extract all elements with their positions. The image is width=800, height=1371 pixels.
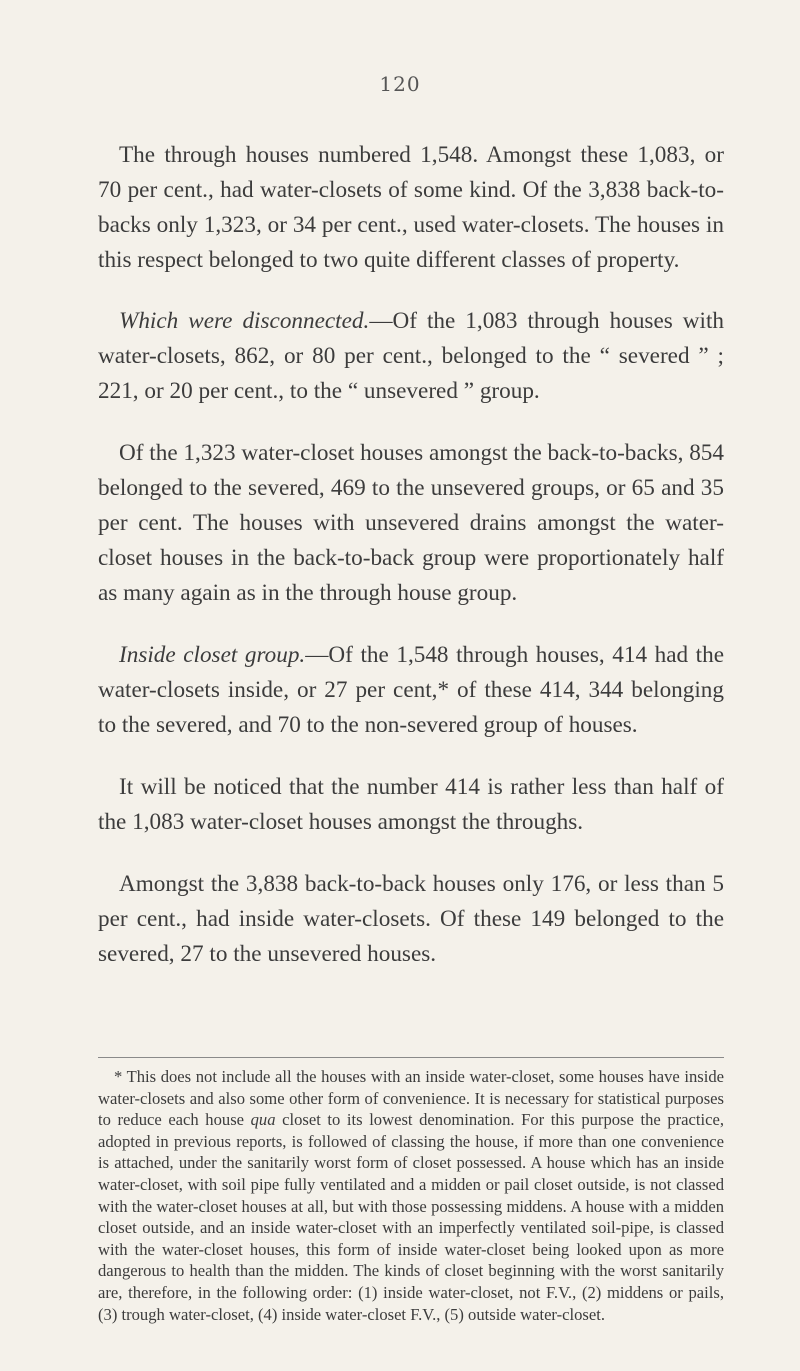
paragraph-inside-closet-text: —Of the 1,548 through houses, 414 had the water-closets inside, or 27 per cent,* of these 414, 344 belonging to the severed, and 70 to the non-severed group of houses.: [98, 642, 725, 738]
paragraph-disconnected-text: —Of the 1,083 through houses with water-closets, 862, or 80 per cent., belonged to the “ severed ” ; 221, or 20 per cent., to the “ unsevered ” group.: [98, 308, 724, 404]
paragraph-inside-closet: [98, 638, 724, 743]
paragraph-through-houses: The through houses numbered 1,548. Amongst these 1,083, or 70 per cent., had water-closets of some kind. Of the 3,838 back-to-backs only 1,323, or 34 per cent., used water-closets. The houses in this respect belonged to two quite different classes of property.: [98, 142, 724, 273]
footnote-italic-qua: qua: [250, 1110, 276, 1130]
paragraph-noticed: It will be noticed that the number 414 is rather less than half of the 1,083 water-closet houses amongst the throughs.: [98, 774, 724, 835]
footnote: [98, 1066, 724, 1325]
paragraph-back-to-back-inside: Amongst the 3,838 back-to-back houses only 176, or less than 5 per cent., had inside water-closets. Of these 149 belonged to the severed, 27 to the unsevered houses.: [98, 871, 724, 967]
footnote-text-part1: * This does not include all the houses with an inside water-closet, some houses have inside water-closets and also some other form of convenience. It is necessary for statistical purposes to reduce each house: [98, 1067, 724, 1130]
footnote-text-part2: closet to its lowest denomination. For this purpose the practice, adopted in previous reports, is followed of classing the house, if more than one convenience is attached, under the sanitarily worst form of closet possessed. A house which has an inside water-closet, with soil pipe fully ventilated and a midden or pail closet outside, is not classed with the water-closet houses at all, but with those possessing middens. A house with a midden closet outside, and an inside water-closet with an imperfectly ventilated soil-pipe, is classed with the water-closet houses, this form of inside water-closet being looked upon as more dangerous to health than the midden. The kinds of closet beginning with the worst sanitarily are, therefore, in the following order: (1) inside water-closet, not F.V., (2) middens or pails, (3) trough water-closet, (4) inside water-closet F.V., (5) outside water-closet.: [98, 1110, 724, 1324]
paragraph-disconnected: [98, 304, 724, 409]
main-text: [98, 138, 724, 999]
footnote-divider: [98, 1057, 724, 1058]
paragraph-back-to-backs: Of the 1,323 water-closet houses amongst the back-to-backs, 854 belonged to the severed, 469 to the unsevered groups, or 65 and 35 per cent. The houses with unsevered drains amongst the water-closet houses in the back-to-back group were proportionately half as many again as in the through house group.: [98, 440, 724, 606]
section-lead-inside-closet: Inside closet group.: [119, 642, 306, 668]
page-number: 120: [379, 72, 421, 96]
section-lead-disconnected: Which were disconnected.: [119, 308, 370, 334]
